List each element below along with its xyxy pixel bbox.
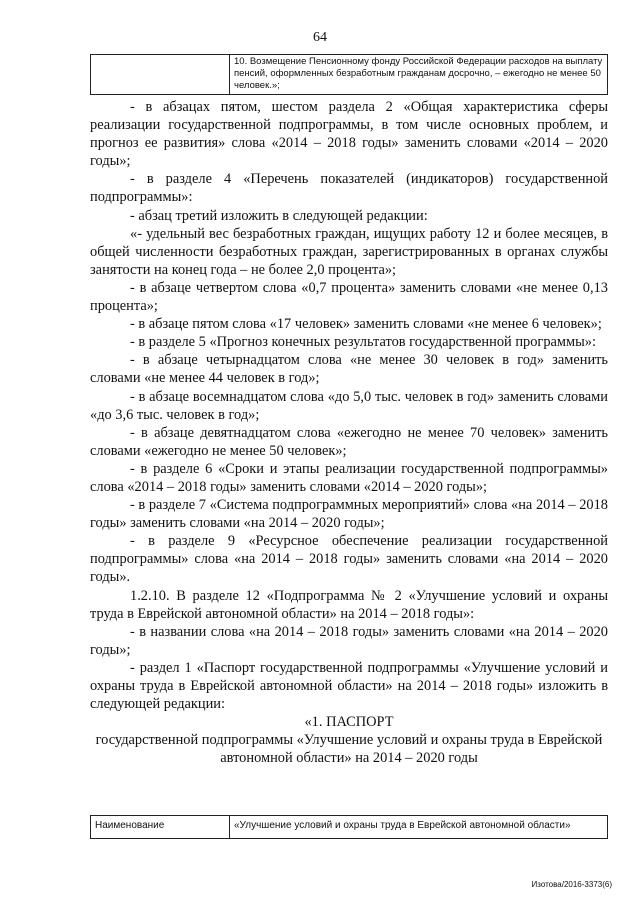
top-table-right-cell: 10. Возмещение Пенсионному фонду Российской Федерации расходов на выплату пенсий, оформленных безработным гражданам досрочно, – ежегодно не менее 50 человек.»;	[230, 55, 608, 95]
paragraph: 1.2.10. В разделе 12 «Подпрограмма № 2 «Улучшение условий и охраны труда в Еврейской автономной области» на 2014 – 2018 годы»:	[90, 587, 608, 622]
paragraph: «- удельный вес безработных граждан, ищущих работу 12 и более месяцев, в общей численности безработных граждан, зарегистрированных в органах службы занятости на конец года – не более 2,0 процента»;	[90, 225, 608, 278]
paragraph: - в абзаце четвертом слова «0,7 процента» заменить словами «не менее 0,13 процента»;	[90, 279, 608, 315]
paragraph: - в названии слова «на 2014 – 2018 годы» заменить словами «на 2014 – 2020 годы»;	[90, 623, 608, 658]
top-table	[90, 54, 608, 95]
passport-title: «1. ПАСПОРТ	[304, 714, 394, 731]
paragraph: - в разделе 5 «Прогноз конечных результатов государственной программы»:	[130, 334, 596, 351]
document-body	[90, 98, 608, 767]
passport-subtitle: государственной подпрограммы «Улучшение условий и охраны труда в Еврейской автономной области» на 2014 – 2020 годы	[95, 732, 603, 767]
page-number: 64	[313, 30, 327, 45]
bottom-table-left-cell: Наименование	[91, 816, 230, 839]
top-table-left-cell	[91, 55, 230, 95]
paragraph: - в разделе 4 «Перечень показателей (индикаторов) государственной подпрограммы»:	[90, 171, 608, 206]
paragraph: - в разделе 6 «Сроки и этапы реализации государственной подпрограммы» слова «2014 – 2018 годы» заменить словами «2014 – 2020 годы»;	[90, 460, 608, 495]
paragraph: - в разделе 7 «Система подпрограммных мероприятий» слова «на 2014 – 2018 годы» заменить словами «на 2014 – 2020 годы»;	[90, 497, 608, 532]
bottom-table	[90, 815, 608, 839]
paragraph: - в абзаце девятнадцатом слова «ежегодно не менее 70 человек» заменить словами «ежегодно не менее 50 человек»;	[90, 424, 608, 459]
paragraph: - раздел 1 «Паспорт государственной подпрограммы «Улучшение условий и охраны труда в Еврейской автономной области» на 2014 – 2018 годы» изложить в следующей редакции:	[90, 659, 608, 713]
paragraph: - в абзаце четырнадцатом слова «не менее 30 человек в год» заменить словами «не менее 44 человек в год»;	[90, 352, 608, 387]
paragraph: - в абзацах пятом, шестом раздела 2 «Общая характеристика сферы реализации государственной подпрограммы, в том числе основных проблем, и прогноз ее развития» слова «2014 – 2018 годы» заменить словами «2014 – 2020 годы»;	[90, 99, 608, 170]
table-row	[91, 55, 608, 95]
paragraph: - абзац третий изложить в следующей редакции:	[130, 207, 428, 224]
table-row	[91, 816, 608, 839]
paragraph: - в разделе 9 «Ресурсное обеспечение реализации государственной подпрограммы» слова «на 2014 – 2018 годы» заменить словами «на 2014 – 2020 годы».	[90, 533, 608, 586]
paragraph: - в абзаце пятом слова «17 человек» заменить словами «не менее 6 человек»;	[130, 316, 602, 333]
bottom-table-right-cell: «Улучшение условий и охраны труда в Еврейской автономной области»	[230, 816, 608, 839]
paragraph: - в абзаце восемнадцатом слова «до 5,0 тыс. человек в год» заменить словами «до 3,6 тыс. человек в год»;	[90, 388, 608, 423]
footer-code: Изотова/2016-3373(6)	[531, 880, 612, 889]
